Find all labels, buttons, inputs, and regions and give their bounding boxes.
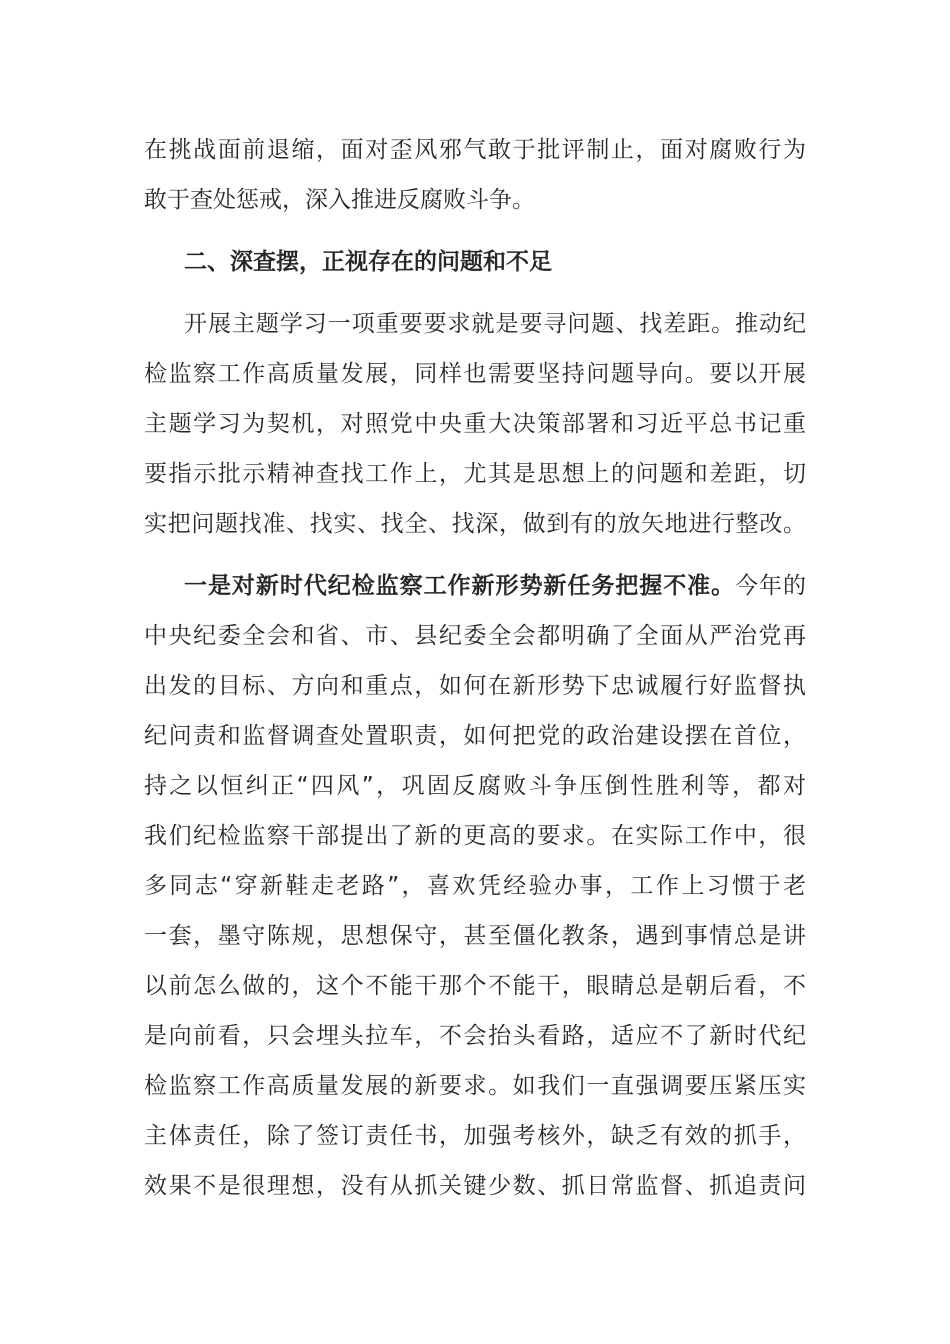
text-line: 实把问题找准、找实、找全、找深，做到有的放矢地进行整改。 bbox=[144, 511, 806, 537]
text-line: 是向前看，只会埋头拉车，不会抬头看路，适应不了新时代纪 bbox=[144, 1023, 806, 1049]
section-heading: 二、深查摆，正视存在的问题和不足 bbox=[184, 249, 552, 275]
text-line: 要指示批示精神查找工作上，尤其是思想上的问题和差距，切 bbox=[144, 461, 806, 487]
text-line: 持之以恒纠正“四风”，巩固反腐败斗争压倒性胜利等，都对 bbox=[144, 773, 806, 799]
bold-lead-sentence: 一是对新时代纪检监察工作新形势新任务把握不准。 bbox=[184, 573, 736, 599]
text-line: 效果不是很理想，没有从抓关键少数、抓日常监督、抓追责问 bbox=[144, 1173, 806, 1199]
lead-remainder: 今年的 bbox=[735, 573, 806, 599]
text-line: 在挑战面前退缩，面对歪风邪气敢于批评制止，面对腐败行为 bbox=[144, 137, 806, 163]
text-line-with-lead bbox=[144, 561, 806, 611]
text-line: 检监察工作高质量发展的新要求。如我们一直强调要压紧压实 bbox=[144, 1073, 806, 1099]
text-line: 主体责任，除了签订责任书，加强考核外，缺乏有效的抓手， bbox=[144, 1123, 806, 1149]
text-line: 中央纪委全会和省、市、县纪委全会都明确了全面从严治党再 bbox=[144, 623, 806, 649]
paragraph-problems-intro bbox=[144, 299, 806, 549]
text-line: 开展主题学习一项重要要求就是要寻问题、找差距。推动纪 bbox=[184, 311, 806, 337]
text-line: 主题学习为契机，对照党中央重大决策部署和习近平总书记重 bbox=[144, 411, 806, 437]
text-line: 敢于查处惩戒，深入推进反腐败斗争。 bbox=[144, 187, 535, 213]
text-line: 一套，墨守陈规，思想保守，甚至僵化教条，遇到事情总是讲 bbox=[144, 923, 806, 949]
text-line: 纪问责和监督调查处置职责，如何把党的政治建设摆在首位， bbox=[144, 723, 806, 749]
text-line: 以前怎么做的，这个不能干那个不能干，眼睛总是朝后看，不 bbox=[144, 973, 806, 999]
document-page bbox=[144, 125, 806, 1211]
paragraph-first-problem bbox=[144, 561, 806, 1211]
text-line: 检监察工作高质量发展，同样也需要坚持问题导向。要以开展 bbox=[144, 361, 806, 387]
text-line: 多同志“穿新鞋走老路”，喜欢凭经验办事，工作上习惯于老 bbox=[144, 873, 806, 899]
text-line: 我们纪检监察干部提出了新的更高的要求。在实际工作中，很 bbox=[144, 823, 806, 849]
paragraph-continuation bbox=[144, 125, 806, 225]
text-line: 出发的目标、方向和重点，如何在新形势下忠诚履行好监督执 bbox=[144, 673, 806, 699]
